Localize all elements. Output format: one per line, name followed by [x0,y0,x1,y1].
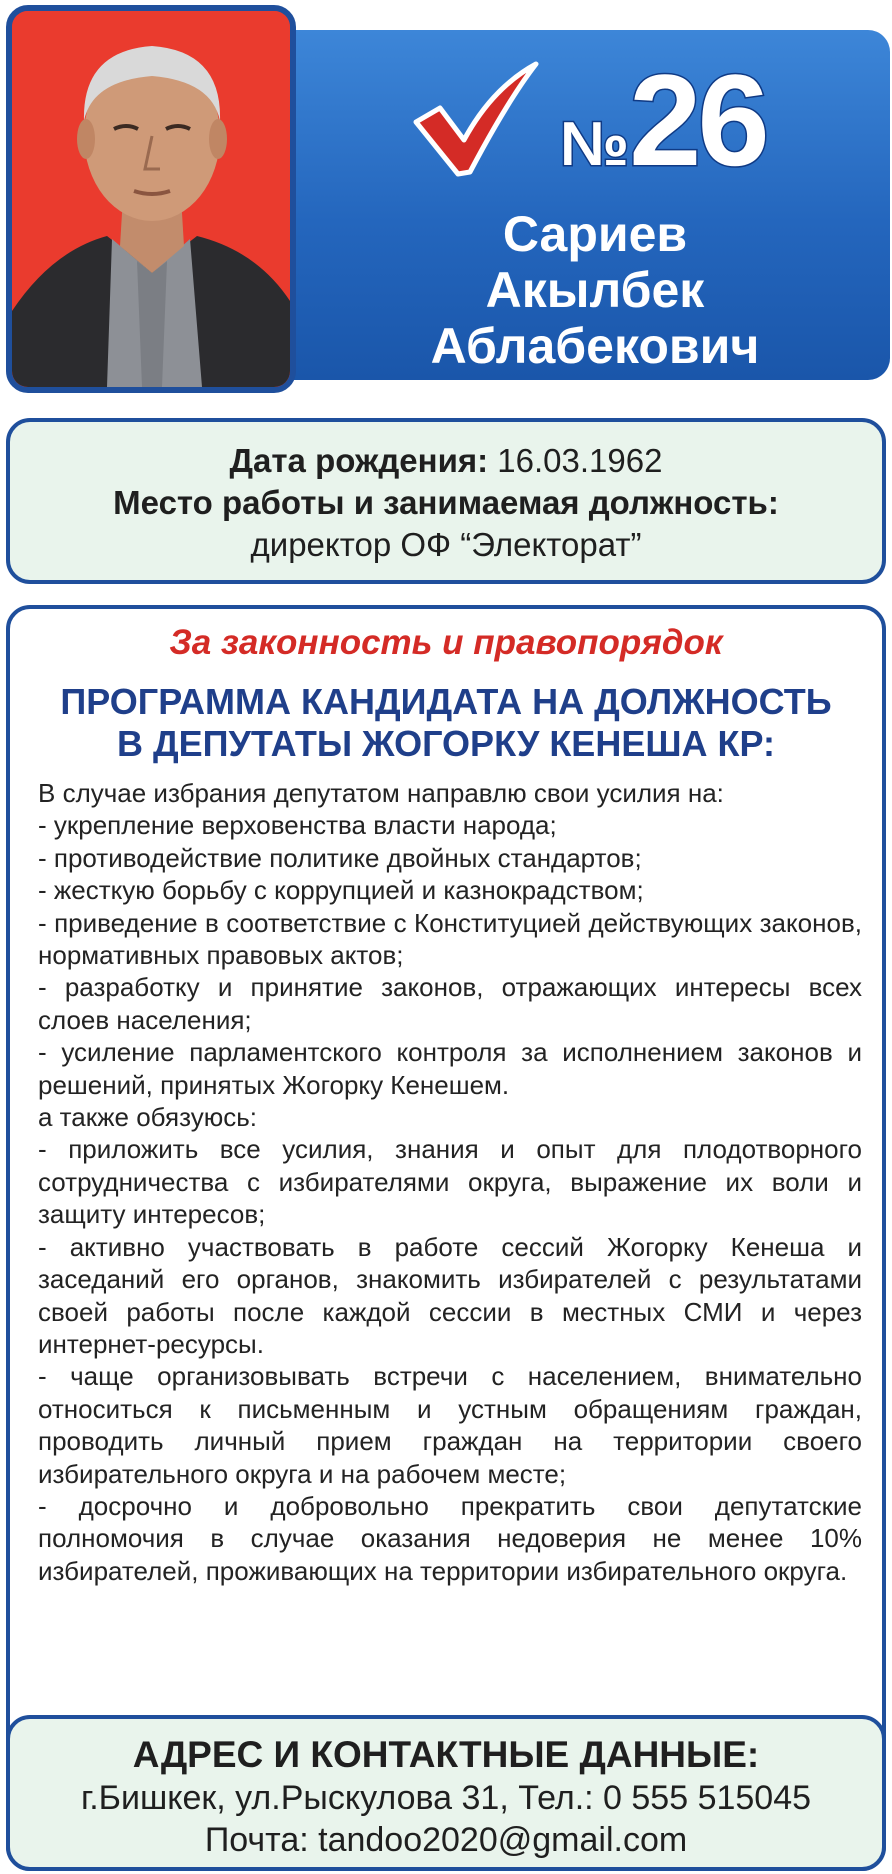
birth-date [10,440,882,482]
program-paragraph: - чаще организовывать встречи с населением, внимательно относиться к письменным и устным обращениям граждан, проводить личный прием граждан на территории своего избирательного округа и на рабочем месте; [38,1361,862,1489]
program-paragraph: - укрепление верховенства власти народа; [38,810,557,841]
birth-date-value: 16.03.1962 [497,442,663,479]
program-paragraph: - активно участвовать в работе сессий Жогорку Кенеша и заседаний его органов, знакомить избирателей с результатами своей работы после каждой сессии в местных СМИ и через интернет-ресурсы. [38,1231,862,1359]
program-paragraph: - усиление парламентского контроля за исполнением законов и решений, принятых Жогорку Кенешем. [38,1037,862,1100]
number-sign: № [560,110,630,179]
program-paragraph: - приложить все усилия, знания и опыт для плодотворного сотрудничества с избирателями округа, выражение их воли и защиту интересов; [38,1134,862,1230]
program-paragraph: - приведение в соответствие с Конституцией действующих законов, нормативных правовых актов; [38,907,862,971]
candidate-number [560,47,766,193]
candidate-photo [6,5,296,393]
program-text [38,777,862,1587]
surname: Сариев [502,206,688,262]
info-box [6,418,886,584]
program-paragraph: В случае избрания депутатом направлю свои усилия на: [38,778,724,808]
contacts-address: г.Бишкек, ул.Рыскулова 31, Тел.: 0 555 515045 [80,1779,812,1817]
candidate-name [300,206,890,374]
program-box [6,605,886,1871]
birth-date-label: Дата рождения: [229,442,489,479]
work-value: директор ОФ “Электорат” [250,526,642,563]
program-title-line2: В ДЕПУТАТЫ ЖОГОРКУ КЕНЕША КР: [116,723,776,764]
number-value: 26 [629,47,766,193]
checkmark-icon [412,60,542,178]
program-paragraph: - разработку и принятие законов, отражающих интересы всех слоев населения; [38,972,862,1035]
program-title-line1: ПРОГРАММА КАНДИДАТА НА ДОЛЖНОСТЬ [60,681,832,722]
slogan: За законность и правопорядок [169,623,723,662]
work-label: Место работы и занимаемая должность: [113,484,779,521]
program-paragraph: - противодействие политике двойных стандартов; [38,842,642,873]
contacts-title: АДРЕС И КОНТАКТНЫЕ ДАННЫЕ: [132,1734,760,1775]
contacts-box [6,1715,886,1871]
program-paragraph: а также обязуюсь: [38,1102,257,1133]
contacts-email: Почта: tandoo2020@gmail.com [204,1821,688,1859]
first-name: Акылбек [485,262,705,318]
program-title [10,681,882,765]
patronymic: Аблабекович [430,318,760,374]
program-paragraph: - досрочно и добровольно прекратить свои депутатские полномочия в случае оказания недоверия не менее 10% избирателей, проживающих на территории избирательного округа. [38,1490,862,1586]
program-paragraph: - жесткую борьбу с коррупцией и казнокрадством; [38,875,644,906]
